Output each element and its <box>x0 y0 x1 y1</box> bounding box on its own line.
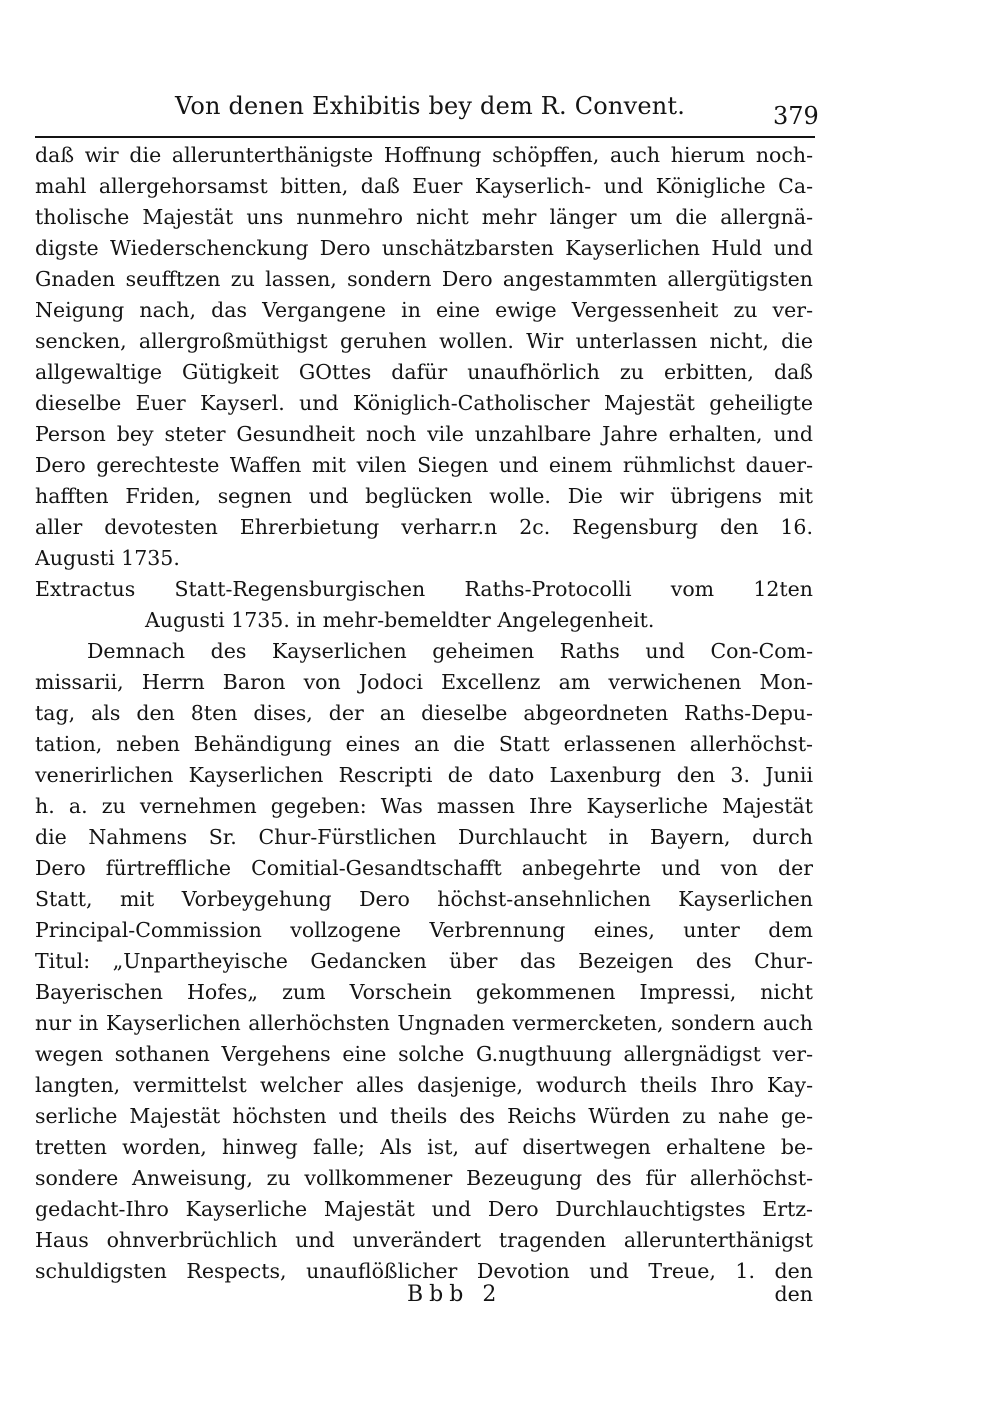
text-line: tation, neben Behändigung eines an die Statt erlassenen allerhöchst- <box>35 732 813 756</box>
text-line: allgewaltige Gütigkeit GOttes dafür unaufhörlich zu erbitten, daß <box>35 360 813 384</box>
text-line: Haus ohnverbrüchlich und unverändert tragenden allerunterthänigst <box>35 1228 813 1252</box>
text-line: venerirlichen Kayserlichen Rescripti de dato Laxenburg den 3. Junii <box>35 763 813 787</box>
text-line: digste Wiederschenckung Dero unschätzbarsten Kayserlichen Huld und <box>35 236 813 260</box>
page-number: 379 <box>773 102 819 130</box>
signature-mark: Bbb 2 <box>407 1282 503 1307</box>
paragraph-first-line: Demnach des Kayserlichen geheimen Raths und Con-Com- <box>87 639 813 663</box>
text-line: Neigung nach, das Vergangene in eine ewige Vergessenheit zu ver- <box>35 298 813 322</box>
text-line: schuldigsten Respects, unauflößlicher Devotion und Treue, 1. den <box>35 1259 813 1283</box>
text-line: gedacht-Ihro Kayserliche Majestät und Dero Durchlauchtigstes Ertz- <box>35 1197 813 1221</box>
text-line: Dero fürtreffliche Comitial-Gesandtschafft anbegehrte und von der <box>35 856 813 880</box>
text-line: langten, vermittelst welcher alles dasjenige, wodurch theils Ihro Kay- <box>35 1073 813 1097</box>
catchword: den <box>774 1282 813 1306</box>
text-line: mahl allergehorsamst bitten, daß Euer Kayserlich- und Königliche Ca- <box>35 174 813 198</box>
text-line: sondere Anweisung, zu vollkommener Bezeugung des für allerhöchst- <box>35 1166 813 1190</box>
text-line: sencken, allergroßmüthigst geruhen wollen. Wir unterlassen nicht, die <box>35 329 813 353</box>
text-line: wegen sothanen Vergehens eine solche G.nugthuung allergnädigst ver- <box>35 1042 813 1066</box>
text-line: aller devotesten Ehrerbietung verharr.n 2c. Regensburg den 16. <box>35 515 813 539</box>
text-line: tholische Majestät uns nunmehro nicht mehr länger um die allergnä- <box>35 205 813 229</box>
text-line: serliche Majestät höchsten und theils des Reichs Würden zu nahe ge- <box>35 1104 813 1128</box>
text-line: missarii, Herrn Baron von Jodoci Excellenz am verwichenen Mon- <box>35 670 813 694</box>
text-line: Augusti 1735. <box>35 546 180 570</box>
text-line: Gnaden seufftzen zu lassen, sondern Dero angestammten allergütigsten <box>35 267 813 291</box>
extract-heading-line: Augusti 1735. in mehr-bemeldter Angelegenheit. <box>145 608 655 632</box>
header-rule <box>35 136 815 138</box>
text-line: Statt, mit Vorbeygehung Dero höchst-ansehnlichen Kayserlichen <box>35 887 813 911</box>
running-title: Von denen Exhibitis bey dem R. Convent. <box>175 92 686 120</box>
body-text <box>35 140 813 1287</box>
text-line: daß wir die allerunterthänigste Hoffnung schöpffen, auch hierum noch- <box>35 143 813 167</box>
text-line: dieselbe Euer Kayserl. und Königlich-Catholischer Majestät geheiligte <box>35 391 813 415</box>
text-line: tag, als den 8ten dises, der an dieselbe abgeordneten Raths-Depu- <box>35 701 813 725</box>
extract-heading-line: Extractus Statt-Regensburgischen Raths-Protocolli vom 12ten <box>35 577 813 601</box>
text-line: hafften Friden, segnen und beglücken wolle. Die wir übrigens mit <box>35 484 813 508</box>
text-line: die Nahmens Sr. Chur-Fürstlichen Durchlaucht in Bayern, durch <box>35 825 813 849</box>
text-line: Titul: „Unpartheyische Gedancken über das Bezeigen des Chur- <box>35 949 813 973</box>
text-line: tretten worden, hinweg falle; Als ist, auf disertwegen erhaltene be- <box>35 1135 813 1159</box>
running-head <box>35 92 819 132</box>
text-line: Dero gerechteste Waffen mit vilen Siegen und einem rühmlichst dauer- <box>35 453 813 477</box>
text-line: nur in Kayserlichen allerhöchsten Ungnaden vermercketen, sondern auch <box>35 1011 813 1035</box>
text-line: Principal-Commission vollzogene Verbrennung eines, unter dem <box>35 918 813 942</box>
text-line: Person bey steter Gesundheit noch vile unzahlbare Jahre erhalten, und <box>35 422 813 446</box>
text-line: h. a. zu vernehmen gegeben: Was massen Ihre Kayserliche Majestät <box>35 794 813 818</box>
text-line: Bayerischen Hofes„ zum Vorschein gekommenen Impressi, nicht <box>35 980 813 1004</box>
page-footer <box>35 1282 813 1316</box>
